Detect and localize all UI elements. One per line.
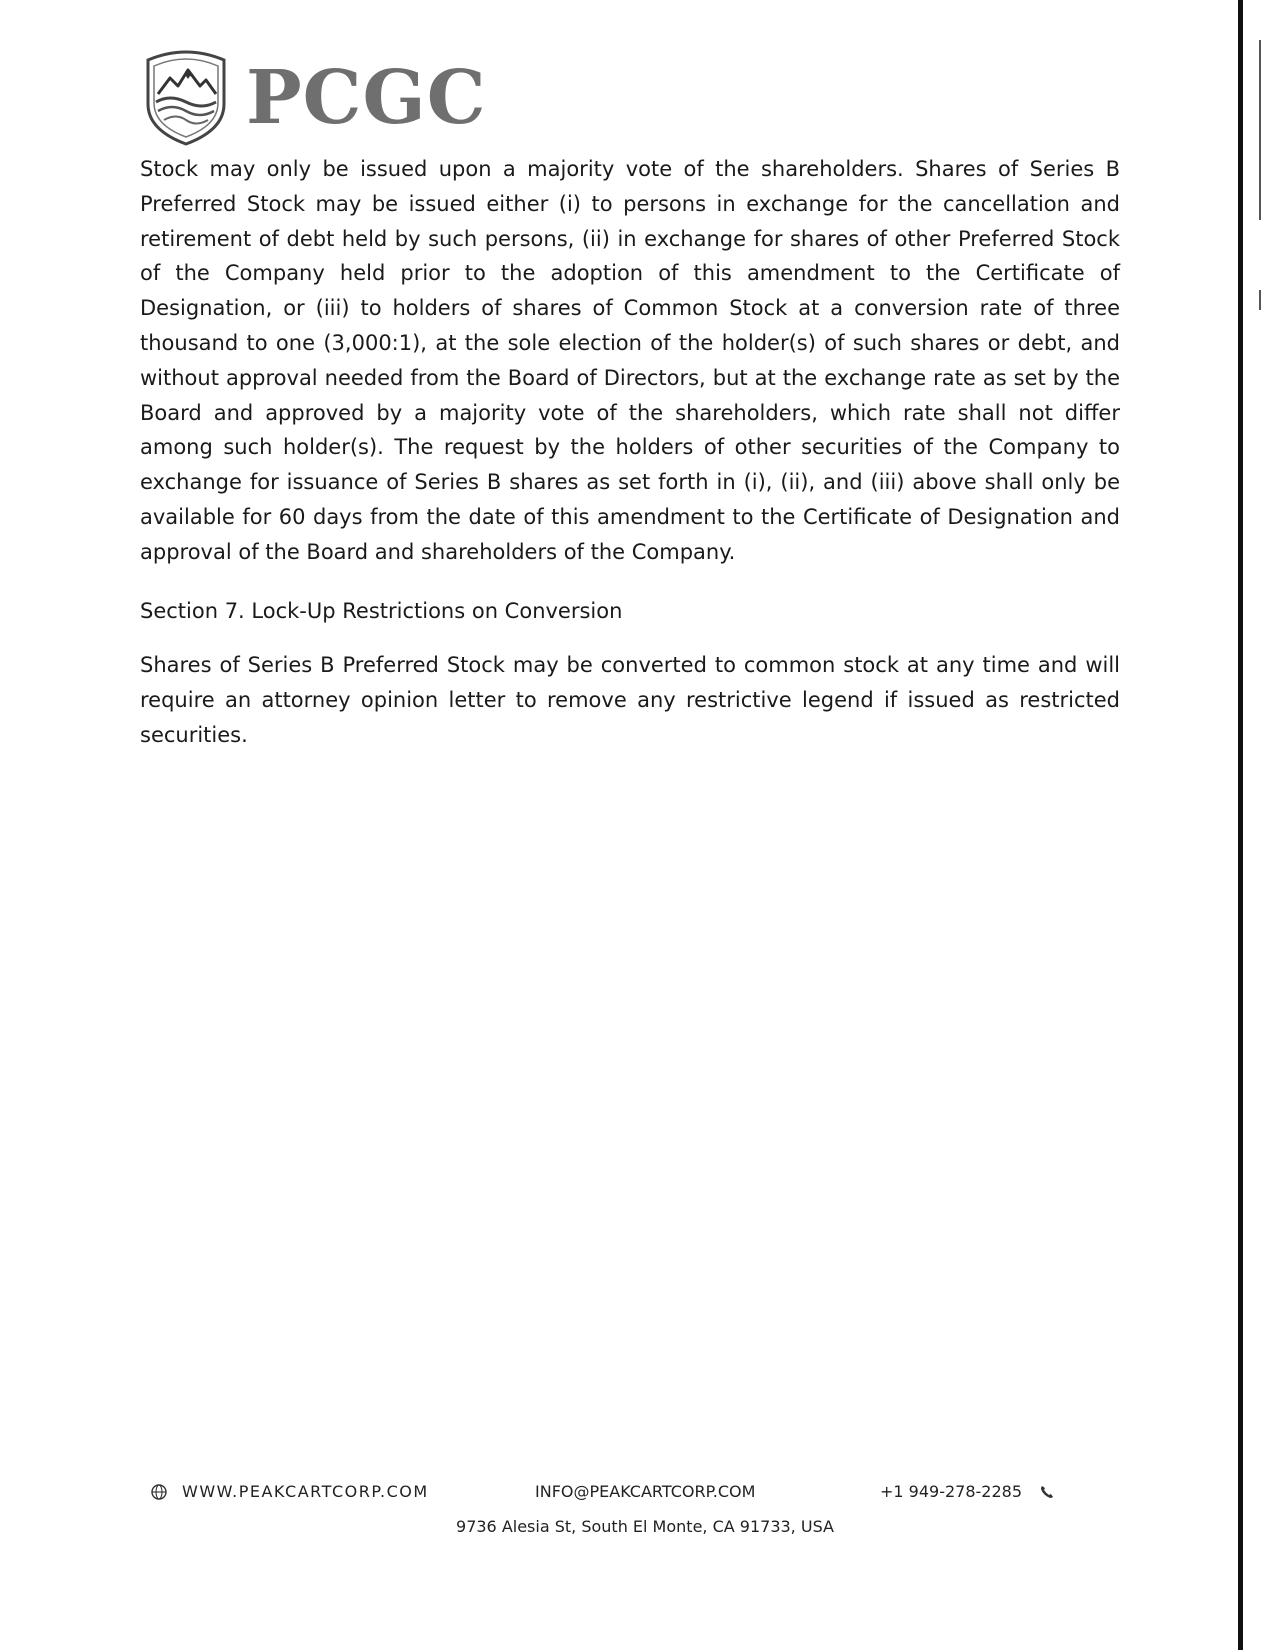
scan-edge-mark (1259, 160, 1261, 220)
paragraph-1: Stock may only be issued upon a majority vote of the shareholders. Shares of Series B Preferred Stock may be issued either (i) to persons in exchange for the cancellation and retirement of debt held by such persons, (ii) in exchange for shares of other Preferred Stock of the Company held prior to the adoption of this amendment to the Certificate of Designation, or (iii) to holders of shares of Common Stock at a conversion rate of three thousand to one (3,000:1), at the sole election of the holder(s) of such shares or debt, and without approval needed from the Board of Directors, but at the exchange rate as set by the Board and approved by a majority vote of the shareholders, which rate shall not differ among such holder(s). The request by the holders of other securities of the Company to exchange for issuance of Series B shares as set forth in (i), (ii), and (iii) above shall only be available for 60 days from the date of this amendment to the Certificate of Designation and approval of the Board and shareholders of the Company. (140, 157, 1120, 564)
footer-contact-row (150, 1482, 1070, 1510)
mountain-shield-icon (140, 46, 232, 148)
scan-edge-bar (1238, 0, 1243, 1650)
footer-email (535, 1482, 755, 1501)
paragraph-2: Shares of Series B Preferred Stock may be converted to common stock at any time and will require an attorney opinion letter to remove any restrictive legend if issued as restricted securities. (140, 653, 1120, 747)
company-logo (140, 46, 487, 148)
logo-text: PCGC (246, 55, 487, 141)
section-heading: Section 7. Lock-Up Restrictions on Conversion (140, 599, 623, 623)
phone-icon (1038, 1483, 1056, 1501)
footer-address: 9736 Alesia St, South El Monte, CA 91733, USA (456, 1517, 834, 1536)
website-text: WWW.PEAKCARTCORP.COM (182, 1482, 429, 1501)
footer-phone (880, 1482, 1056, 1501)
scan-edge-mark (1259, 290, 1261, 310)
globe-icon (150, 1483, 168, 1501)
phone-text: +1 949-278-2285 (880, 1482, 1023, 1501)
email-text: INFO@PEAKCARTCORP.COM (535, 1482, 756, 1501)
footer-website (150, 1482, 429, 1501)
scan-edge-mark (1259, 40, 1261, 180)
